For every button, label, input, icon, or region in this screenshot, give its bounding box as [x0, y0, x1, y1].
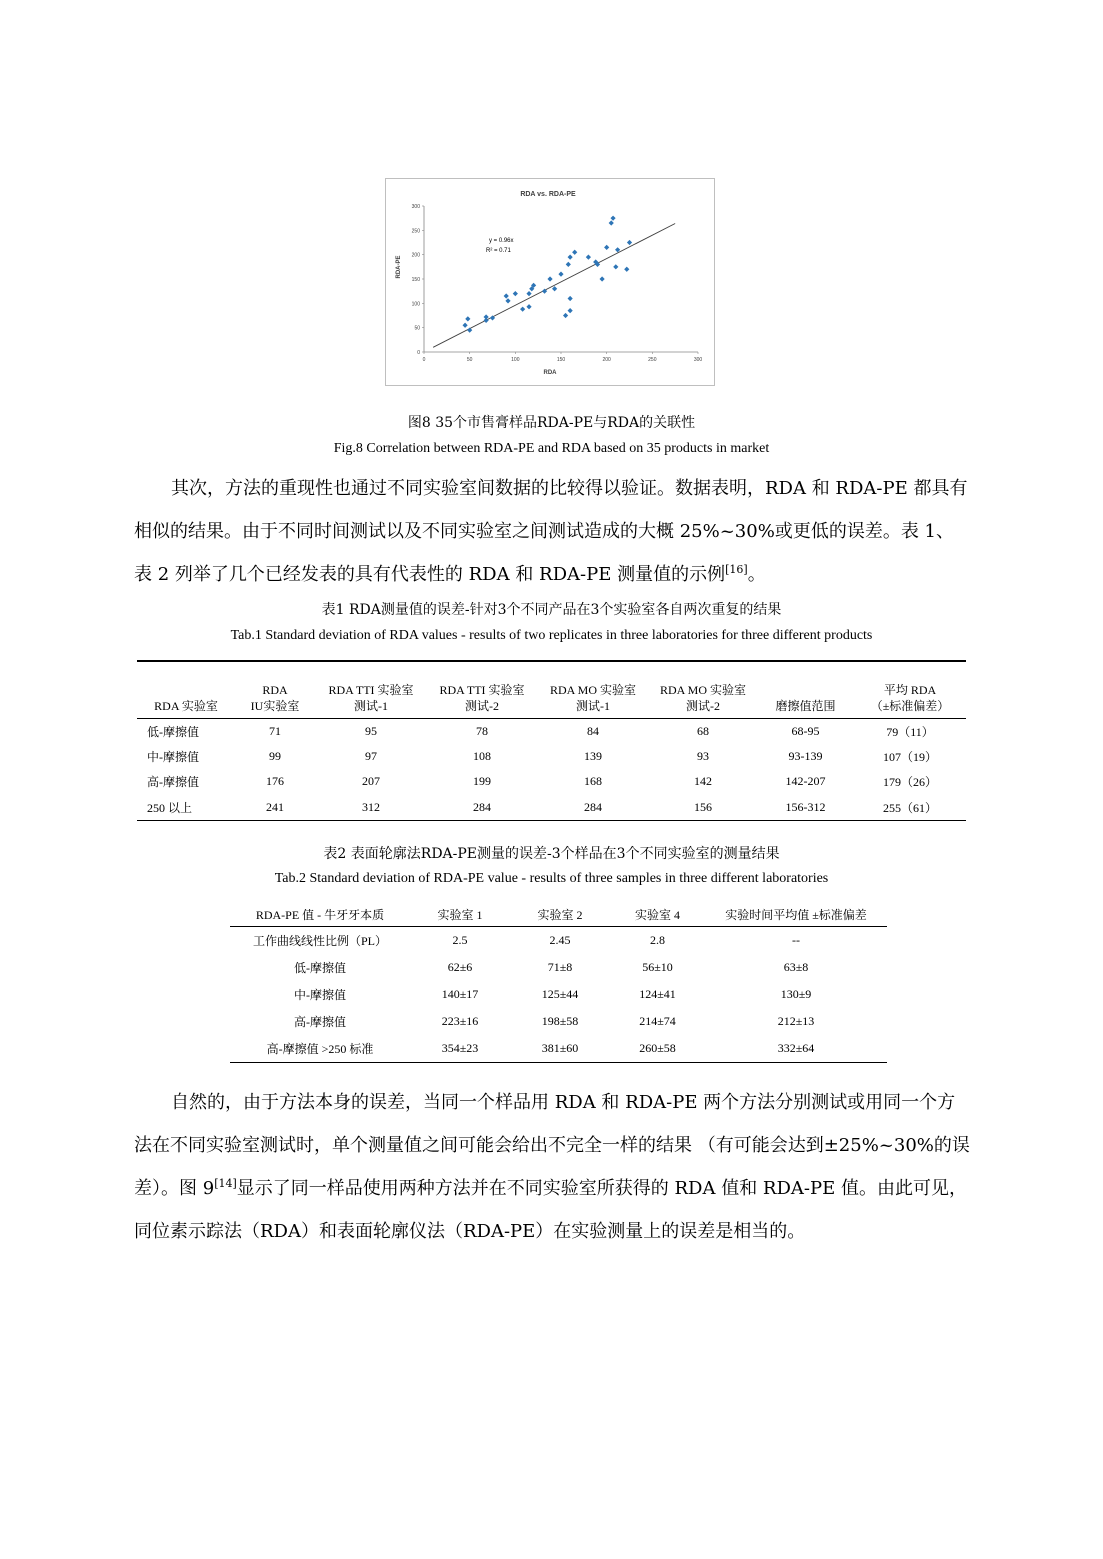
- table-1-header-line: RDA TTI 实验室: [439, 682, 525, 697]
- table-1-cell: 142: [694, 774, 712, 789]
- table-2-cell: 2.45: [549, 932, 571, 947]
- table-2-cell: 125±44: [541, 986, 579, 1001]
- table-2-cell: 63±8: [783, 959, 809, 974]
- data-point: [568, 296, 573, 301]
- y-tick-label: 0: [417, 350, 420, 356]
- data-point: [566, 262, 571, 267]
- table-2-header-4: 实验时间平均值 ±标准偏差: [705, 904, 887, 927]
- table-1-header-line: RDA TTI 实验室: [328, 682, 414, 697]
- table-2-cell: 56±10: [642, 959, 673, 974]
- table-1-cell: 176: [266, 774, 284, 789]
- x-tick-label: 0: [422, 357, 426, 363]
- table-1-header-line: RDA MO 实验室: [659, 682, 746, 697]
- table-2-cell: 2.5: [452, 932, 468, 947]
- y-tick-label: 150: [411, 277, 420, 283]
- table-1-cell: 255（61）: [882, 800, 937, 815]
- table-2-cell: 高-摩擦值: [294, 1015, 346, 1030]
- data-point: [526, 304, 531, 309]
- data-point: [613, 264, 618, 269]
- table-1-header-line: 测试-1: [354, 698, 388, 713]
- table-1-cell: 93: [697, 748, 709, 763]
- x-tick-label: 250: [648, 357, 657, 363]
- table-2-row: [230, 1035, 887, 1062]
- table-1-header-line: 测试-2: [686, 698, 720, 713]
- table-1-cell: 高-摩擦值: [147, 775, 199, 790]
- data-point: [504, 293, 509, 298]
- table-1-cell: 284: [584, 799, 602, 814]
- table-1-cell: 241: [266, 799, 284, 814]
- data-point: [552, 286, 557, 291]
- table-2-cell: 中-摩擦值: [294, 987, 346, 1002]
- table-1-cell: 312: [362, 799, 380, 814]
- table-2-cell: 212±13: [777, 1014, 815, 1029]
- x-tick-label: 200: [602, 357, 611, 363]
- table-1-header-6: [757, 661, 854, 718]
- paragraph-2-text-a: 自然的，由于方法本身的误差，当同一个样品用 RDA 和 RDA-PE 两个方法分别测试或用同一个方法在不同实验室测试时，单个测量值之间可能会给出不完全一样的结果 （有可能会达到±25%~30%的误差）。图 9: [134, 1092, 970, 1199]
- data-point: [484, 314, 489, 319]
- table-1-cell: 156: [694, 799, 712, 814]
- table-2-cell: 62±6: [447, 959, 473, 974]
- table-1-header-line: 磨擦值范围: [775, 698, 836, 713]
- table-1-header-line: RDA MO 实验室: [549, 682, 636, 697]
- data-point: [465, 316, 470, 321]
- figure-8-chart: [385, 178, 715, 386]
- table-1-cell: 168: [584, 774, 602, 789]
- table-1-row: [137, 718, 966, 744]
- table-1-cell: 95: [365, 723, 377, 738]
- table-2-row: [230, 927, 887, 954]
- table-1-header-line: RDA 实验室: [154, 698, 218, 713]
- data-point: [627, 240, 632, 245]
- table-2-row: [230, 981, 887, 1008]
- table-1-row: [137, 744, 966, 770]
- paragraph-1-end: 。: [747, 564, 766, 585]
- table-1-cell: 97: [365, 748, 377, 763]
- data-point: [586, 255, 591, 260]
- table-1-header-line: IU实验室: [250, 698, 300, 713]
- table-2-cell: --: [792, 932, 800, 947]
- data-point: [604, 245, 609, 250]
- table-1-cell: 71: [269, 723, 281, 738]
- table-1-cell: 79（11）: [886, 724, 934, 739]
- table-1-caption-cn: 表1 RDA测量值的误差-针对3个不同产品在3个实验室各自两次重复的结果: [321, 602, 782, 618]
- table-2-cell: 71±8: [547, 959, 573, 974]
- table-1-cell: 139: [584, 748, 602, 763]
- paragraph-2-text-b: 显示了同一样品使用两种方法并在不同实验室所获得的 RDA 值和 RDA-PE 值。由此可见，同位素示踪法（RDA）和表面轮廓仪法（RDA-PE）在实验测量上的误差是相当的。: [134, 1178, 967, 1242]
- table-1-header-4: [537, 661, 649, 718]
- y-tick-label: 250: [411, 228, 420, 235]
- table-1-header-line: （±标准偏差）: [870, 698, 950, 713]
- table-2-cell: 354±23: [441, 1041, 479, 1056]
- x-tick-label: 150: [556, 357, 566, 363]
- data-point: [600, 276, 605, 281]
- table-1-cell: 207: [362, 774, 380, 789]
- y-tick-label: 50: [414, 325, 420, 332]
- table-1-header-2: [315, 661, 427, 718]
- table-2-cell: 低-摩擦值: [294, 960, 346, 975]
- chart-title: RDA vs. RDA-PE: [520, 191, 576, 198]
- y-tick-label: 100: [411, 301, 420, 308]
- table-2-cell: 124±41: [639, 986, 676, 1001]
- table-2-cell: 223±16: [441, 1014, 479, 1029]
- table-2-cell: 2.8: [650, 932, 665, 947]
- table-1-header-7: [854, 661, 966, 718]
- chart-axes: [424, 206, 698, 352]
- table-2-cell: 381±60: [541, 1041, 579, 1056]
- table-1-cell: 68-95: [791, 723, 820, 738]
- table-2-cell: 高-摩擦值 >250 标准: [266, 1042, 374, 1057]
- paragraph-2: [134, 1081, 970, 1253]
- table-1-cell: 84: [587, 723, 599, 738]
- table-1-cell: 68: [697, 723, 709, 738]
- table-1-row: [137, 795, 966, 821]
- figure-caption-cn: 图8 35个市售膏样品RDA-PE与RDA的关联性: [407, 415, 696, 431]
- table-1-cell: 99: [269, 748, 281, 763]
- table-2-row: [230, 954, 887, 981]
- x-axis-label: RDA: [543, 370, 557, 376]
- table-2-cell: 工作曲线线性比例（PL）: [252, 933, 387, 948]
- data-point: [467, 328, 472, 333]
- y-axis-label: RDA-PE: [396, 255, 402, 279]
- table-1-cell: 低-摩擦值: [147, 724, 199, 739]
- data-point: [624, 267, 629, 272]
- data-point: [505, 298, 510, 303]
- table-2-caption-en: Tab.2 Standard deviation of RDA-PE value - results of three samples in three different laboratories: [274, 871, 829, 886]
- paragraph-1: [134, 467, 970, 596]
- table-1-row: [137, 769, 966, 795]
- table-1-cell: 199: [473, 774, 491, 789]
- table-1-cell: 156-312: [785, 799, 826, 814]
- table-1-header-3: [427, 661, 537, 718]
- table-2-header-0: RDA-PE 值 - 牛牙牙本质: [230, 904, 410, 927]
- table-1-header-row: [137, 661, 966, 718]
- data-point: [572, 250, 577, 255]
- data-point: [520, 307, 525, 312]
- table-2-cell: 140±17: [441, 986, 479, 1001]
- data-point: [463, 323, 468, 328]
- data-point: [526, 291, 531, 296]
- table-2-cell: 198±58: [541, 1014, 579, 1029]
- scatter-chart: [386, 179, 716, 387]
- data-point: [547, 276, 552, 281]
- paragraph-1-text: 其次，方法的重现性也通过不同实验室间数据的比较得以验证。数据表明，RDA 和 RDA-PE 都具有相似的结果。由于不同时间测试以及不同实验室之间测试造成的大概 25%~30%或更低的误差。表 1、表 2 列举了几个已经发表的具有代表性的 RDA 和 RDA-PE 测量值的示例: [134, 478, 968, 585]
- table-2-header-2: 实验室 2: [510, 904, 610, 927]
- table-1-cell: 142-207: [785, 774, 826, 789]
- table-2-header-3: 实验室 4: [610, 904, 705, 927]
- x-tick-label: 300: [693, 357, 703, 363]
- table-1-cell: 78: [476, 723, 488, 738]
- trendline-r2: R² = 0.71: [486, 248, 511, 254]
- table-1-header-line: RDA: [262, 682, 288, 697]
- x-tick-label: 100: [511, 357, 520, 363]
- table-1: [137, 660, 966, 821]
- data-point: [568, 255, 573, 260]
- table-1-cell: 107（19）: [882, 749, 937, 764]
- data-point: [610, 216, 615, 221]
- table-1-header-1: [235, 661, 315, 718]
- table-2-cell: 214±74: [639, 1014, 676, 1029]
- table-2-row: [230, 1008, 887, 1035]
- table-1-cell: 284: [473, 799, 491, 814]
- table-1-cell: 108: [473, 748, 491, 763]
- citation-14: [14]: [214, 1177, 237, 1190]
- table-2-cell: 130±9: [780, 986, 812, 1001]
- data-point: [563, 313, 568, 318]
- table-1-cell: 93-139: [788, 748, 823, 763]
- table-2-cell: 332±64: [777, 1041, 815, 1056]
- table-1-cell: 179（26）: [882, 775, 937, 790]
- table-1-cell: 中-摩擦值: [147, 749, 199, 764]
- table-2-cell: 260±58: [639, 1041, 676, 1056]
- table-1-header-line: 测试-1: [576, 698, 610, 713]
- data-point: [558, 272, 563, 277]
- trendline-equation: y = 0.96x: [489, 238, 514, 244]
- citation-16: [16]: [725, 563, 748, 576]
- table-1-header-5: [649, 661, 757, 718]
- y-tick-label: 300: [411, 204, 420, 210]
- figure-caption-en: Fig.8 Correlation between RDA-PE and RDA based on 35 products in market: [333, 441, 770, 456]
- y-tick-label: 200: [411, 252, 420, 259]
- table-1-header-0: [137, 661, 235, 718]
- table-1-cell: 250 以上: [147, 800, 193, 815]
- table-2-header-1: 实验室 1: [410, 904, 510, 927]
- x-tick-label: 50: [466, 357, 473, 363]
- data-point: [609, 220, 614, 225]
- table-1-header-line: 平均 RDA: [883, 682, 937, 697]
- table-2: [230, 904, 887, 1063]
- table-1-caption-en: Tab.1 Standard deviation of RDA values - results of two replicates in three laboratories for three different products: [230, 628, 873, 643]
- chart-points: [463, 216, 633, 333]
- data-point: [568, 308, 573, 313]
- table-2-caption-cn: 表2 表面轮廓法RDA-PE测量的误差-3个样品在3个不同实验室的测量结果: [323, 846, 780, 862]
- data-point: [513, 291, 518, 296]
- table-2-header-row: [230, 904, 887, 927]
- table-1-header-line: 测试-2: [465, 698, 499, 713]
